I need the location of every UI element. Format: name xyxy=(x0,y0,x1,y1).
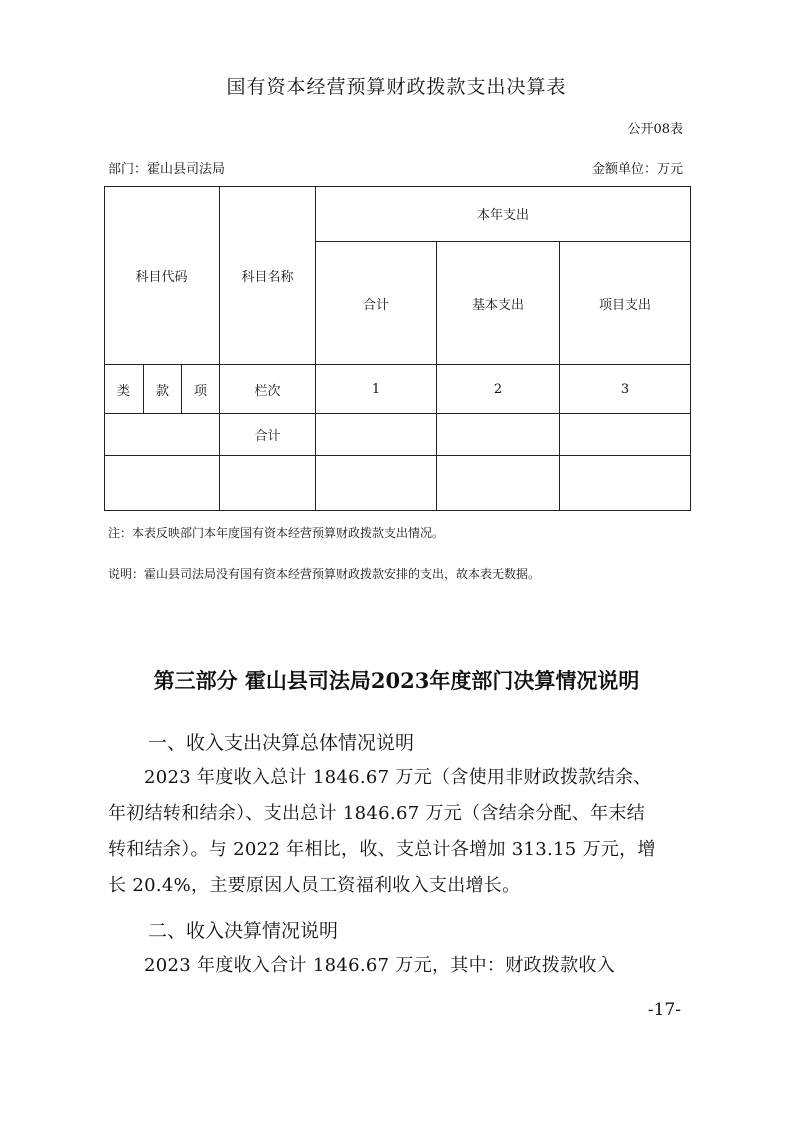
cell-lei: 类 xyxy=(116,383,130,399)
page-number: -17- xyxy=(647,1000,681,1020)
amount-unit-label: 金额单位：万元 xyxy=(591,162,683,177)
header-basic-expense: 基本支出 xyxy=(471,297,524,313)
section-2-paragraph xyxy=(108,948,693,984)
cell-col-1: 1 xyxy=(371,381,381,397)
cell-col-3: 3 xyxy=(620,381,630,397)
header-current-year-expense: 本年支出 xyxy=(476,208,529,223)
header-total: 合计 xyxy=(362,297,389,313)
section-2-heading: 二、收入决算情况说明 xyxy=(148,920,339,942)
paragraph-line: 2023 年度收入总计 1846.67 万元（含使用非财政拨款结余、 xyxy=(144,767,652,788)
form-number: 公开08表 xyxy=(627,122,683,137)
cell-row-total: 合计 xyxy=(254,429,281,444)
section-1-heading: 一、收入支出决算总体情况说明 xyxy=(148,732,415,754)
table-explanation: 说明：霍山县司法局没有国有资本经营预算财政拨款安排的支出，故本表无数据。 xyxy=(108,567,541,581)
header-project-expense: 项目支出 xyxy=(598,297,651,313)
table-note: 注：本表反映部门本年度国有资本经营预算财政拨款支出情况。 xyxy=(108,526,445,540)
section-1-paragraph xyxy=(108,760,693,904)
cell-kuan: 款 xyxy=(155,383,169,399)
paragraph-line: 长 20.4%，主要原因人员工资福利收入支出增长。 xyxy=(108,875,521,896)
paragraph-line: 年初结转和结余）、支出总计 1846.67 万元（含结余分配、年末结 xyxy=(108,803,646,824)
paragraph-line: 转和结余）。与 2022 年相比，收、支总计各增加 313.15 万元，增 xyxy=(108,839,656,860)
expense-table xyxy=(104,186,691,511)
paragraph-line: 2023 年度收入合计 1846.67 万元，其中：财政拨款收入 xyxy=(144,955,616,976)
cell-xiang: 项 xyxy=(193,383,207,399)
table-title: 国有资本经营预算财政拨款支出决算表 xyxy=(226,76,567,98)
header-subject-name: 科目名称 xyxy=(241,269,294,285)
department-label: 部门：霍山县司法局 xyxy=(108,162,226,177)
cell-lanci: 栏次 xyxy=(254,383,281,399)
header-subject-code: 科目代码 xyxy=(135,269,188,285)
cell-col-2: 2 xyxy=(493,381,503,397)
part-title: 第三部分 霍山县司法局2023年度部门决算情况说明 xyxy=(153,668,640,693)
